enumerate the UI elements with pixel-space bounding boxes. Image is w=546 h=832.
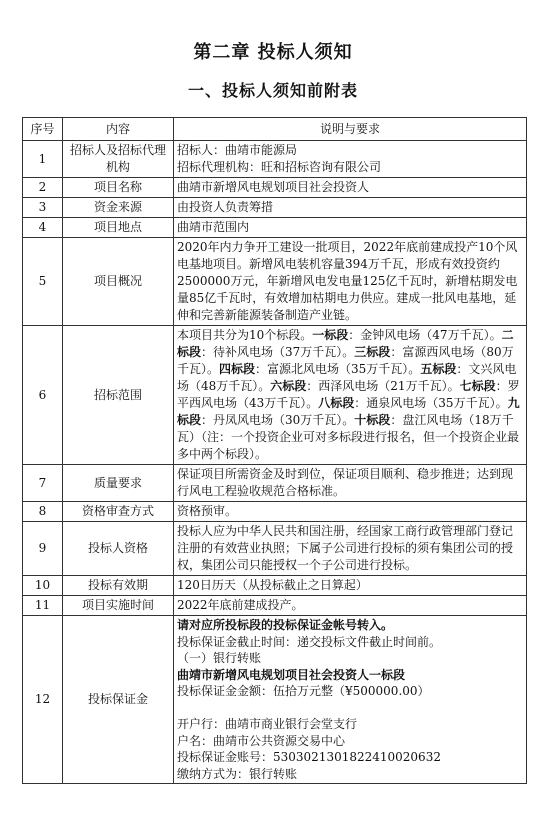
scope-text: ：西泽风电场（21万千瓦）。 bbox=[306, 379, 460, 393]
row-no: 9 bbox=[23, 522, 63, 576]
instructions-table bbox=[22, 117, 527, 784]
scope-text: ：文兴风电场（48万千瓦）。 bbox=[177, 362, 517, 393]
deposit-line: （一）银行转账 bbox=[177, 651, 262, 665]
table-row bbox=[23, 522, 527, 576]
deposit-line: 缴纳方式为：银行转账 bbox=[177, 766, 298, 781]
lot-label: 八标段 bbox=[318, 396, 355, 410]
row-no: 1 bbox=[23, 141, 63, 178]
row-desc: 投标人应为中华人民共和国注册，经国家工商行政管理部门登记注册的有效营业执照；下属子公司进行投标的须有集团公司的授权，集团公司只能授权一个子公司进行投标。 bbox=[174, 522, 527, 576]
scope-text: ：富源北风电场（35万千瓦）。 bbox=[255, 362, 421, 376]
scope-text: ：通泉风电场（35万千瓦）。 bbox=[354, 396, 508, 410]
scope-text: ：金钟风电场（47万千瓦）。 bbox=[348, 328, 502, 342]
deposit-line: 曲靖市新增风电规划项目社会投资人一标段 bbox=[177, 667, 406, 682]
row-no: 6 bbox=[23, 326, 63, 465]
section-title: 一、投标人须知前附表 bbox=[187, 81, 358, 100]
row-desc: 由投资人负责筹措 bbox=[174, 198, 527, 218]
chapter-title: 第二章 投标人须知 bbox=[193, 42, 353, 63]
table-row bbox=[23, 178, 527, 198]
row-item: 资格审查方式 bbox=[63, 502, 174, 522]
row-no: 7 bbox=[23, 465, 63, 502]
deposit-line: 投标保证金账号：5303021301822410020632 bbox=[177, 750, 441, 764]
row-desc: 曲靖市新增风电规划项目社会投资人 bbox=[174, 178, 527, 198]
deposit-line: 请对应所投标段的投标保证金帐号转入。 bbox=[177, 618, 394, 632]
row-no: 5 bbox=[23, 238, 63, 326]
row-desc: 曲靖市范围内 bbox=[174, 218, 527, 238]
scope-text: ：罗平西风电场（43万千瓦）。 bbox=[177, 379, 520, 410]
row-desc: 2022年底前建成投产。 bbox=[174, 596, 527, 616]
lot-label: 二标段 bbox=[177, 328, 514, 359]
lot-label: 四标段 bbox=[219, 362, 256, 376]
lot-label: 一标段 bbox=[312, 328, 349, 342]
deposit-line bbox=[177, 700, 523, 717]
table-row bbox=[23, 141, 527, 178]
row-item: 项目实施时间 bbox=[63, 596, 174, 616]
table-row bbox=[23, 465, 527, 502]
table-row bbox=[23, 616, 527, 784]
header-no: 序号 bbox=[23, 118, 63, 141]
table-row bbox=[23, 198, 527, 218]
scope-text: 本项目共分为10个标段。 bbox=[177, 328, 313, 342]
deposit-line: 户名：曲靖市公共资源交易中心 bbox=[177, 733, 346, 748]
row-desc: 120日历天（从投标截止之日算起） bbox=[174, 576, 527, 596]
table-row bbox=[23, 326, 527, 465]
row-item: 招标范围 bbox=[63, 326, 174, 465]
lot-label: 三标段 bbox=[354, 345, 391, 359]
scope-text: ：富源西风电场（80万千瓦）。 bbox=[177, 345, 514, 376]
lot-label: 十标段 bbox=[354, 413, 391, 427]
row-item: 投标有效期 bbox=[63, 576, 174, 596]
row-item: 投标保证金 bbox=[63, 616, 174, 784]
row-item: 投标人资格 bbox=[63, 522, 174, 576]
row-no: 12 bbox=[23, 616, 63, 784]
desc-line: 招标代理机构：旺和招标咨询有限公司 bbox=[177, 160, 382, 174]
row-item: 项目地点 bbox=[63, 218, 174, 238]
row-desc: 资格预审。 bbox=[174, 502, 527, 522]
scope-text: ：盘江风电场（18万千瓦）（注：一个投资企业可对多标段进行报名，但一个投资企业最多中两个标段）。 bbox=[177, 413, 520, 461]
row-desc: 保证项目所需资金及时到位，保证项目顺利、稳步推进；达到现行风电工程验收规范合格标准。 bbox=[174, 465, 527, 502]
row-desc bbox=[174, 326, 527, 465]
row-no: 2 bbox=[23, 178, 63, 198]
table-header-row bbox=[23, 118, 527, 141]
row-item: 资金来源 bbox=[63, 198, 174, 218]
row-desc: 2020年内力争开工建设一批项目，2022年底前建成投产10个风电基地项目。新增风电装机容量394万千瓦，形成有效投资约2500000万元，年新增风电发电量125亿千瓦时，新增枯期发电量85亿千瓦时，有效增加枯期电力供应。建成一批风电基地，延伸和完善新能源装备制造产业链。 bbox=[174, 238, 527, 326]
deposit-line: 投标保证金金额：伍拾万元整（¥500000.00） bbox=[177, 684, 430, 698]
row-no: 4 bbox=[23, 218, 63, 238]
row-item: 招标人及招标代理机构 bbox=[63, 141, 174, 178]
lot-label: 六标段 bbox=[270, 379, 307, 393]
row-no: 8 bbox=[23, 502, 63, 522]
row-no: 3 bbox=[23, 198, 63, 218]
scope-text: ：丹凤风电场（30万千瓦）。 bbox=[201, 413, 355, 427]
lot-label: 七标段 bbox=[459, 379, 496, 393]
table-row bbox=[23, 502, 527, 522]
table-row bbox=[23, 576, 527, 596]
row-item: 项目概况 bbox=[63, 238, 174, 326]
row-desc bbox=[174, 141, 527, 178]
row-no: 10 bbox=[23, 576, 63, 596]
table-row bbox=[23, 238, 527, 326]
deposit-line: 开户行：曲靖市商业银行会堂支行 bbox=[177, 717, 358, 731]
desc-line: 招标人：曲靖市能源局 bbox=[177, 143, 298, 157]
row-no: 11 bbox=[23, 596, 63, 616]
header-description: 说明与要求 bbox=[174, 118, 527, 141]
lot-label: 五标段 bbox=[420, 362, 457, 376]
deposit-line: 投标保证金截止时间：递交投标文件截止时间前。 bbox=[177, 634, 442, 649]
row-desc bbox=[174, 616, 527, 784]
lot-label: 九标段 bbox=[177, 396, 520, 427]
header-content: 内容 bbox=[63, 118, 174, 141]
row-item: 质量要求 bbox=[63, 465, 174, 502]
table-row bbox=[23, 596, 527, 616]
table-row bbox=[23, 218, 527, 238]
row-item: 项目名称 bbox=[63, 178, 174, 198]
scope-text: ：待补风电场（37万千瓦）。 bbox=[201, 345, 355, 359]
